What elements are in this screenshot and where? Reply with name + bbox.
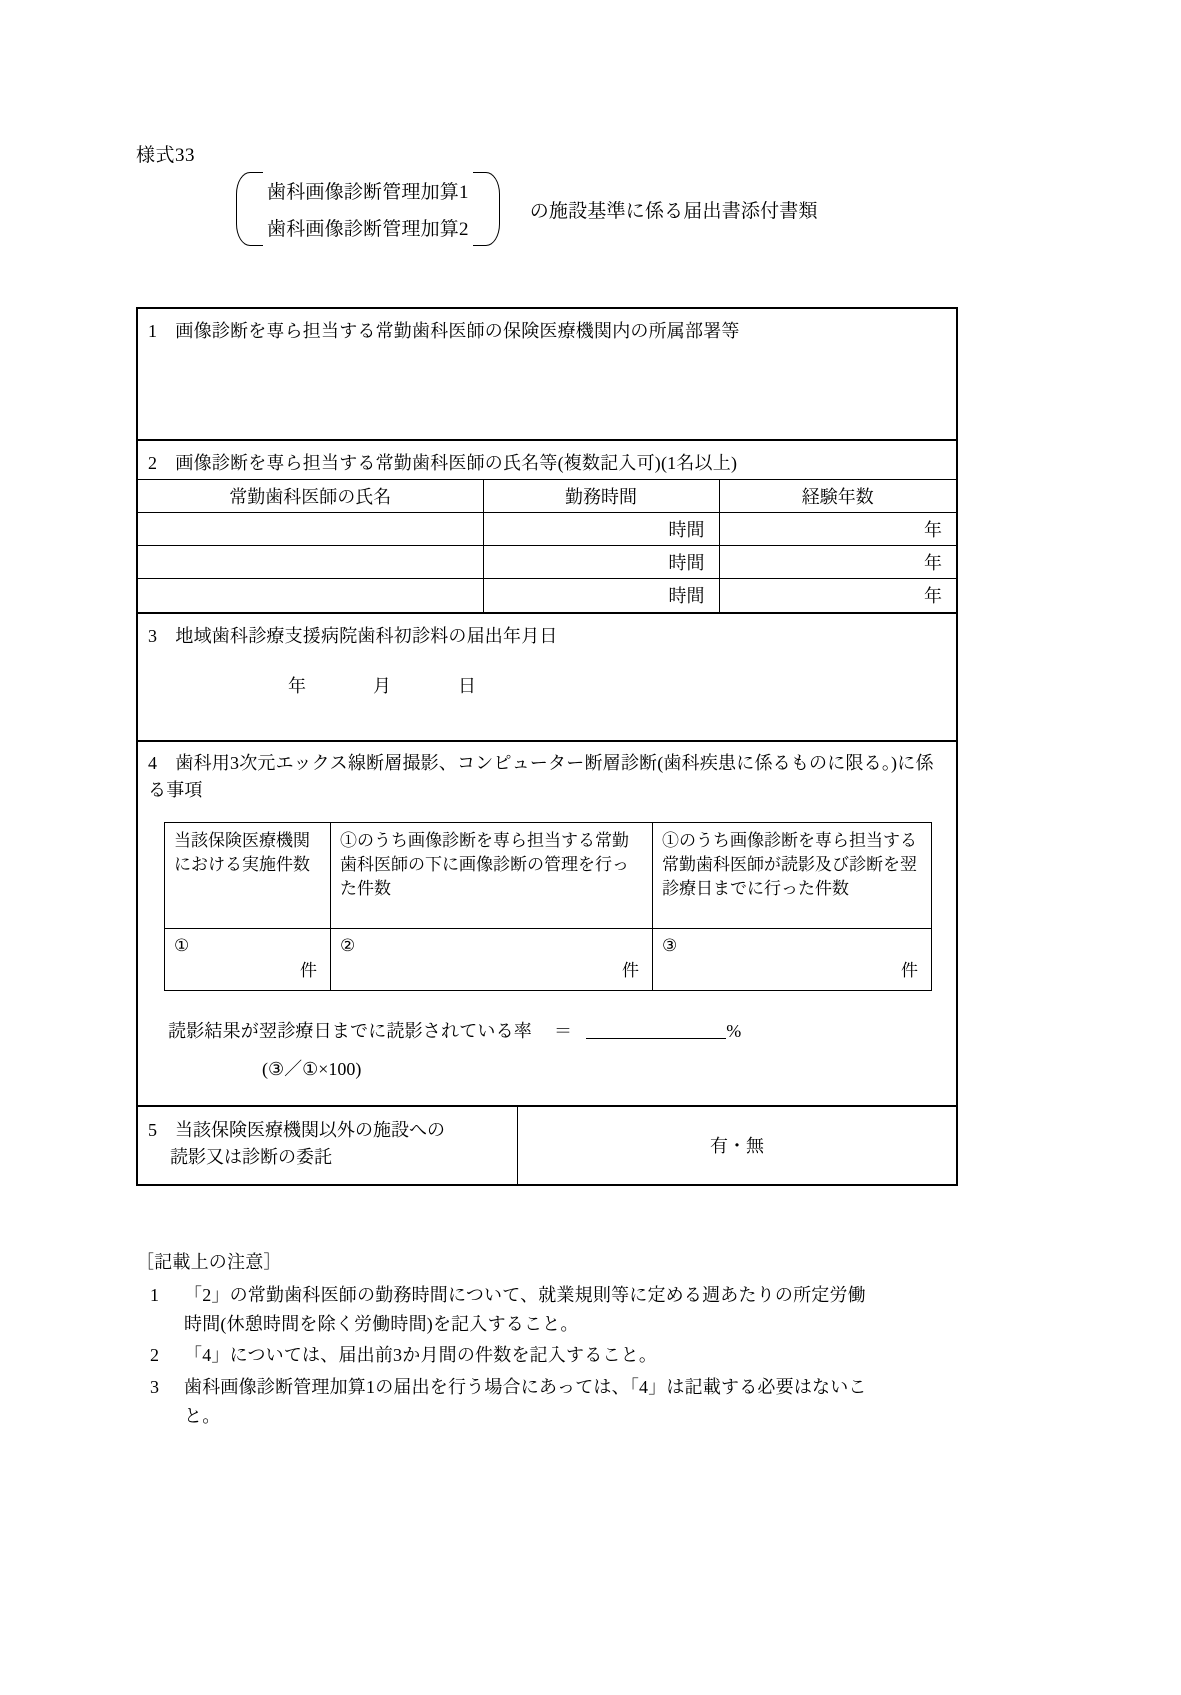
note-text-3 (184, 1373, 1016, 1431)
note-item (136, 1341, 1016, 1370)
title-option-1: 歯科画像診断管理加算1 (267, 182, 469, 203)
cell-nextday-cases[interactable] (653, 928, 932, 990)
section-4-formula-sub: (③／①×100) (262, 1058, 362, 1079)
section-2 (138, 441, 956, 614)
formula-equals: ＝ (554, 1020, 573, 1041)
notes-title: ［記載上の注意］ (136, 1252, 282, 1272)
section-4 (138, 742, 956, 1107)
section-1-heading: 1 画像診断を専ら担当する常勤歯科医師の保険医療機関内の所属部署等 (148, 321, 740, 341)
note-number-2: 2 (150, 1345, 160, 1366)
table-row[interactable] (138, 579, 956, 612)
cell-name-2[interactable] (138, 546, 483, 579)
section-5-heading (138, 1107, 518, 1185)
note-number-3: 3 (150, 1376, 160, 1397)
formula-label: 読影結果が翌診療日までに読影されている率 (168, 1020, 532, 1041)
form-code: 様式33 (136, 145, 196, 166)
section-2-heading: 2 画像診断を専ら担当する常勤歯科医師の氏名等(複数記入可)(1名以上) (148, 453, 738, 473)
cell-name-1[interactable] (138, 513, 483, 546)
section-4-table (164, 822, 932, 991)
brace-left-icon (236, 172, 263, 246)
title-suffix: の施設基準に係る届出書添付書類 (529, 200, 818, 222)
notes-block (136, 1248, 1016, 1431)
date-day-label: 日 (458, 675, 477, 696)
formula-rate-input[interactable] (586, 1021, 726, 1039)
table-header-row (138, 480, 956, 513)
cell-hours-1[interactable]: 時間 (483, 513, 719, 546)
cell-years-1[interactable]: 年 (719, 513, 956, 546)
section-4-heading: 4 歯科用3次元エックス線断層撮影、コンピューター断層診断(歯科疾患に係るものに限る。)に係る事項 (148, 752, 934, 800)
date-month-label: 月 (373, 675, 392, 696)
unit-ken-2: 件 (622, 961, 639, 981)
note-item (136, 1281, 1016, 1339)
mark-circle-2: ② (340, 935, 356, 955)
cell-years-2[interactable]: 年 (719, 546, 956, 579)
note-item (136, 1373, 1016, 1431)
note-3-line-2: と。 (184, 1405, 221, 1426)
column-header-nextday-cases: ①のうち画像診断を専ら担当する常勤歯科医師が読影及び診断を翌診療日までに行った件数 (653, 822, 932, 928)
note-text-2 (184, 1341, 1016, 1370)
table-row[interactable] (165, 928, 932, 990)
section-3 (138, 614, 956, 742)
section-5-heading-line2: 読影又は診断の委託 (170, 1147, 332, 1168)
cell-years-3[interactable]: 年 (719, 579, 956, 612)
title-option-list (261, 177, 475, 241)
formula-percent: % (726, 1020, 742, 1041)
unit-ken-1: 件 (300, 961, 317, 981)
section-5-heading-line1: 5 当該保険医療機関以外の施設への (148, 1119, 445, 1140)
table-header-row (165, 822, 932, 928)
section-4-table-wrap (138, 808, 956, 991)
main-form-table (136, 307, 958, 1186)
mark-circle-1: ① (174, 935, 190, 955)
title-option-2: 歯科画像診断管理加算2 (267, 219, 469, 240)
column-header-managed-cases: ①のうち画像診断を専ら担当する常勤歯科医師の下に画像診断の管理を行った件数 (331, 822, 653, 928)
section-3-spacer (138, 698, 956, 740)
column-header-hours: 勤務時間 (483, 480, 719, 513)
column-header-total-cases: 当該保険医療機関における実施件数 (165, 822, 331, 928)
form-title-block (236, 172, 818, 246)
section-4-formula-row (138, 991, 956, 1043)
section-1-input-area[interactable] (138, 347, 956, 439)
note-3-line-1: 歯科画像診断管理加算1の届出を行う場合にあっては、「4」は記載する必要はないこ (184, 1376, 867, 1397)
column-header-years: 経験年数 (719, 480, 956, 513)
section-5 (138, 1107, 956, 1185)
table-row[interactable] (138, 546, 956, 579)
section-3-date-row[interactable] (138, 652, 956, 698)
cell-hours-2[interactable]: 時間 (483, 546, 719, 579)
unit-ken-3: 件 (901, 961, 918, 981)
cell-hours-3[interactable]: 時間 (483, 579, 719, 612)
note-1-line-1: 「2」の常勤歯科医師の勤務時間について、就業規則等に定める週あたりの所定労働 (184, 1285, 866, 1306)
cell-total-cases[interactable] (165, 928, 331, 990)
mark-circle-3: ③ (662, 935, 678, 955)
section-3-heading: 3 地域歯科診療支援病院歯科初診料の届出年月日 (148, 625, 558, 646)
note-2-line-1: 「4」については、届出前3か月間の件数を記入すること。 (184, 1345, 658, 1366)
date-year-label: 年 (288, 675, 307, 696)
cell-managed-cases[interactable] (331, 928, 653, 990)
note-1-line-2: 時間(休憩時間を除く労働時間)を記入すること。 (184, 1314, 579, 1335)
table-row[interactable] (138, 513, 956, 546)
note-text-1 (184, 1281, 1016, 1339)
brace-right-icon (473, 172, 500, 246)
cell-name-3[interactable] (138, 579, 483, 612)
section-1 (138, 309, 956, 441)
section-5-choice[interactable]: 有・無 (710, 1136, 764, 1157)
section-2-table (138, 479, 956, 612)
column-header-name: 常勤歯科医師の氏名 (138, 480, 483, 513)
section-5-row (138, 1107, 956, 1185)
brace-group (236, 172, 500, 246)
note-number-1: 1 (150, 1285, 160, 1306)
